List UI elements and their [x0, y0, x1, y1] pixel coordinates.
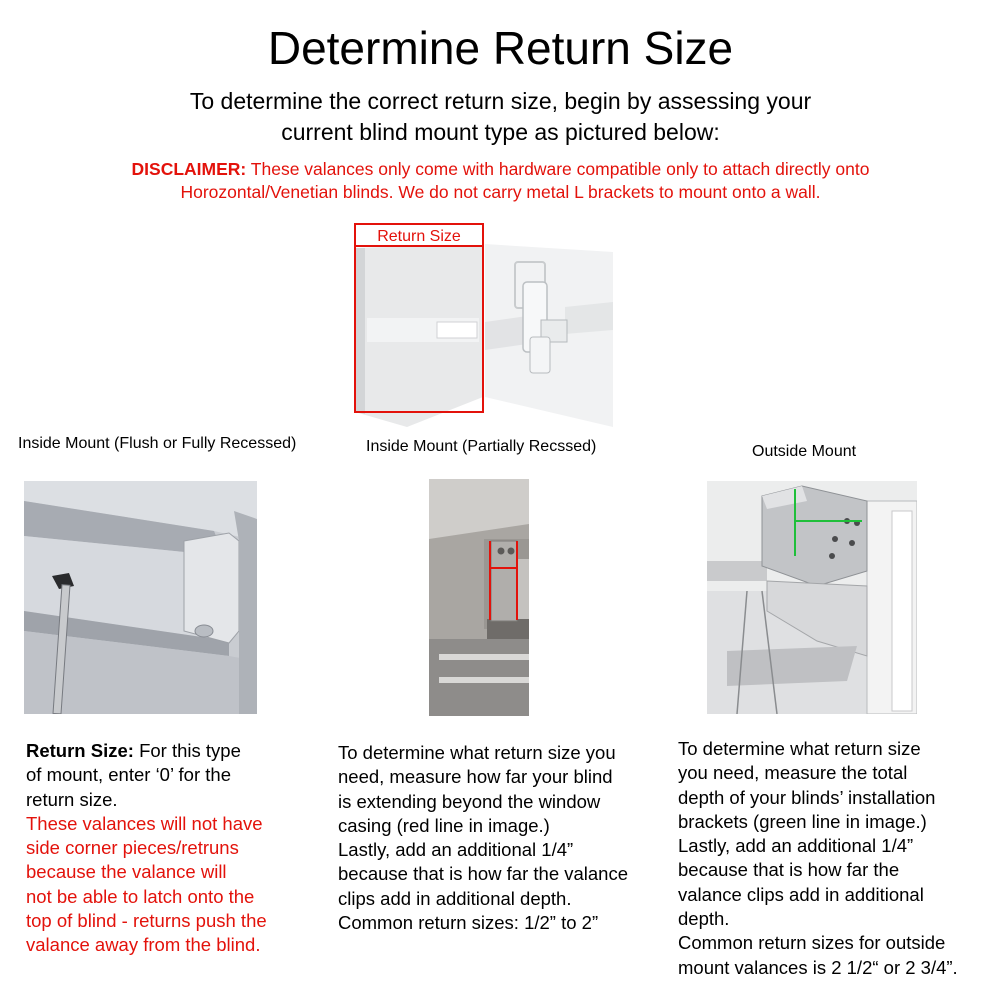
subtitle-line-2: current blind mount type as pictured below:	[281, 119, 720, 145]
inside-flush-line-3: return size.	[26, 788, 118, 810]
disclaimer-label: DISCLAIMER:	[131, 159, 247, 179]
outside-mount-line-1: To determine what return size	[678, 738, 921, 759]
inside-partial-line-8: Common return sizes: 1/2” to 2”	[338, 912, 599, 934]
inside-flush-description	[26, 739, 326, 958]
inside-partial-description	[338, 741, 673, 935]
inside-partial-photo-art	[429, 479, 529, 716]
inside-partial-photo	[429, 479, 529, 716]
outside-mount-photo	[707, 481, 917, 714]
outside-mount-line-6: because that is how far the	[678, 859, 900, 881]
outside-mount-photo-art	[707, 481, 917, 714]
outside-mount-line-10: mount valances is 2 1/2“ or 2 3/4”.	[678, 956, 958, 978]
inside-flush-heading: Return Size:	[26, 740, 134, 761]
return-size-label: Return Size	[377, 228, 461, 245]
inside-flush-warning-6: valance away from the blind.	[26, 934, 261, 956]
inside-flush-photo-art	[24, 481, 257, 714]
page-title: Determine Return Size	[267, 22, 734, 74]
outside-mount-line-9: Common return sizes for outside	[678, 932, 946, 954]
inside-flush-warning-4: not be able to latch onto the	[26, 885, 255, 907]
disclaimer-line-2: Horozontal/Venetian blinds. We do not carry metal L brackets to mount onto a wall.	[180, 182, 821, 202]
subtitle-line-1: To determine the correct return size, begin by assessing your	[189, 88, 812, 114]
outside-mount-line-5: Lastly, add an additional 1/4”	[678, 835, 914, 857]
inside-partial-line-5: Lastly, add an additional 1/4”	[338, 839, 574, 861]
outside-mount-line-8: depth.	[678, 908, 730, 930]
outside-mount-line-3: depth of your blinds’ installation	[678, 786, 936, 808]
inside-partial-line-1: To determine what return size you	[338, 742, 616, 763]
return-size-diagram	[345, 222, 613, 427]
outside-mount-description	[678, 737, 998, 980]
inside-flush-line-2: of mount, enter ‘0’ for the	[26, 764, 231, 786]
inside-flush-warning-5: top of blind - returns push the	[26, 910, 267, 932]
outside-mount-line-4: brackets (green line in image.)	[678, 810, 927, 832]
caption-inside-partial: Inside Mount (Partially Recssed)	[366, 438, 597, 455]
inside-flush-warning-3: because the valance will	[26, 861, 227, 883]
inside-partial-line-3: is extending beyond the window	[338, 790, 601, 812]
inside-flush-warning-2: side corner pieces/retruns	[26, 837, 239, 859]
inside-partial-line-6: because that is how far the valance	[338, 863, 629, 885]
inside-partial-line-4: casing (red line in image.)	[338, 814, 550, 836]
outside-mount-line-7: valance clips add in additional	[678, 883, 924, 905]
caption-inside-flush: Inside Mount (Flush or Fully Recessed)	[18, 435, 297, 452]
caption-outside: Outside Mount	[752, 443, 857, 460]
disclaimer-text-1: These valances only come with hardware compatible only to attach directly onto	[250, 159, 870, 179]
disclaimer-line-1	[0, 158, 1001, 181]
inside-flush-line-1-text: For this type	[139, 740, 241, 761]
inside-partial-line-2: need, measure how far your blind	[338, 766, 613, 788]
inside-flush-line-1	[26, 739, 326, 763]
inside-flush-photo	[24, 481, 257, 714]
outside-mount-line-2: you need, measure the total	[678, 762, 908, 784]
inside-flush-warning-1: These valances will not have	[26, 812, 263, 834]
return-size-diagram-art	[345, 222, 613, 427]
inside-partial-line-7: clips add in additional depth.	[338, 887, 572, 909]
